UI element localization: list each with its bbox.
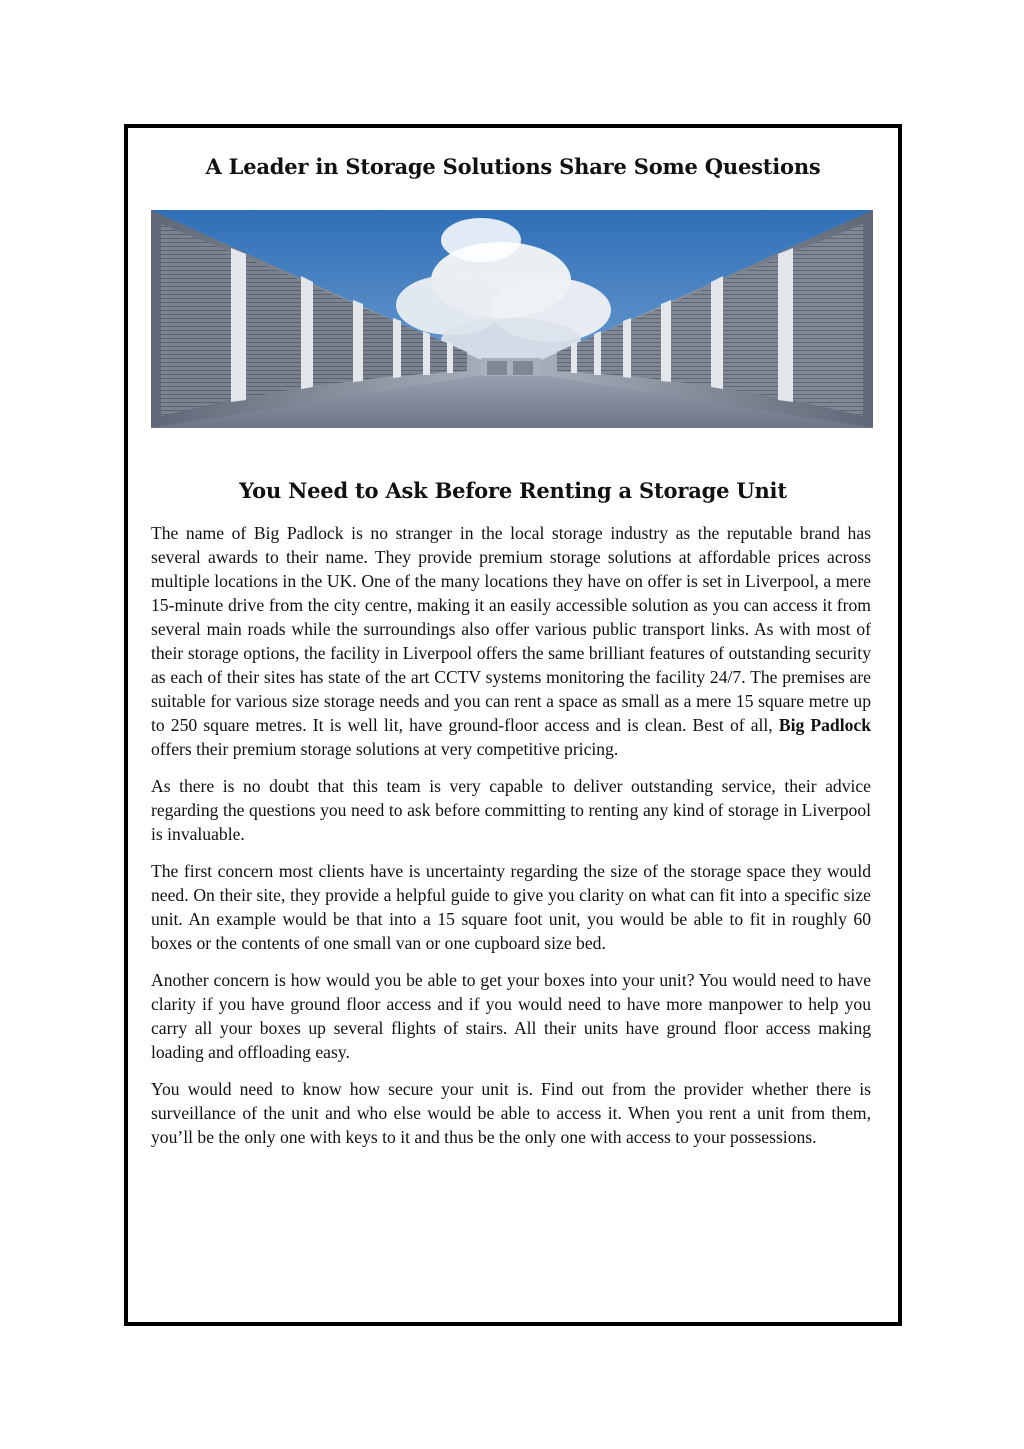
section-heading: You Need to Ask Before Renting a Storage Unit bbox=[239, 478, 787, 503]
paragraph-intro-text-before: The name of Big Padlock is no stranger in the local storage industry as the reputable brand has several awards to their name. They provide premium storage solutions at affordable prices across multiple locations in the UK. One of the many locations they have on offer is set in Liverpool, a mere 15-minute drive from the city centre, making it an easily accessible solution as you can access it from several main roads while the surroundings also offer various public transport links. As with most of their storage options, the facility in Liverpool offers the same brilliant features of outstanding security as each of their sites has state of the art CCTV systems monitoring the facility 24/7. The premises are suitable for various size storage needs and you can rent a space as small as a mere 15 square metre up to 250 square metres. It is well lit, have ground-floor access and is clean. Best of all, bbox=[151, 523, 871, 735]
storage-corridor-illustration bbox=[151, 210, 873, 428]
page-frame bbox=[124, 124, 902, 1326]
paragraph-intro-text-after: offers their premium storage solutions at very competitive pricing. bbox=[151, 739, 619, 759]
paragraph-size-concern: The first concern most clients have is uncertainty regarding the size of the storage space they would need. On their site, they provide a helpful guide to give you clarity on what can fit into a specific size unit. An example would be that into a 15 square foot unit, you would be able to fit in roughly 60 boxes or the contents of one small van or one cupboard size bed. bbox=[151, 861, 871, 953]
paragraph-advice: As there is no doubt that this team is very capable to deliver outstanding service, their advice regarding the questions you need to ask before committing to renting any kind of storage in Liverpool is invaluable. bbox=[151, 776, 871, 844]
paragraph-intro bbox=[151, 521, 871, 761]
paragraph-security-concern: You would need to know how secure your unit is. Find out from the provider whether there is surveillance of the unit and who else would be able to access it. When you rent a unit from them, you’ll be the only one with keys to it and thus be the only one with access to your possessions. bbox=[151, 1079, 871, 1147]
page-title: A Leader in Storage Solutions Share Some Questions bbox=[205, 154, 821, 179]
brand-name-bold: Big Padlock bbox=[778, 715, 871, 735]
article-body bbox=[151, 521, 871, 1162]
hero-image bbox=[151, 210, 873, 428]
paragraph-access-concern: Another concern is how would you be able to get your boxes into your unit? You would need to have clarity if you have ground floor access and if you would need to have more manpower to help you carry all your boxes up several flights of stairs. All their units have ground floor access making loading and offloading easy. bbox=[151, 970, 871, 1062]
